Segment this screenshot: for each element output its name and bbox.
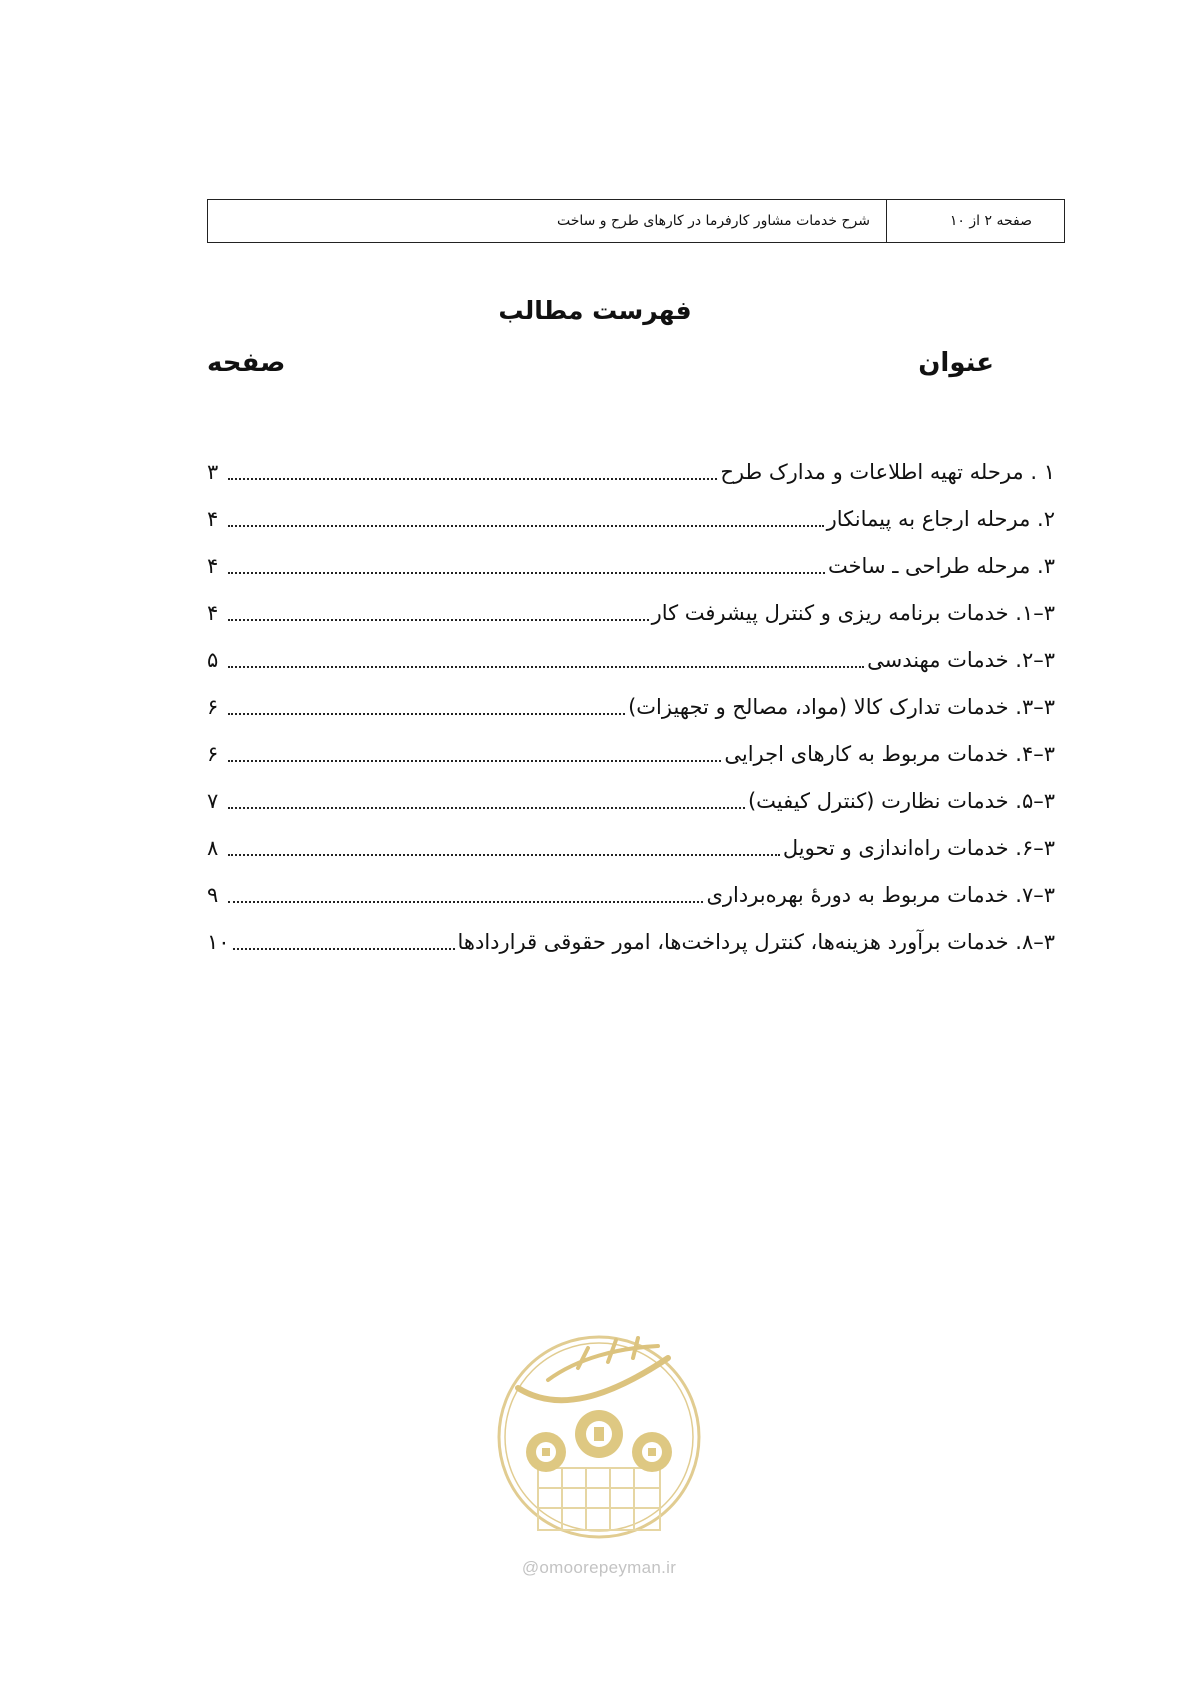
toc-entry-page-number: ۷ [207, 788, 219, 813]
toc-dot-leader [228, 478, 717, 480]
header-document-title: شرح خدمات مشاور کارفرما در کارهای طرح و ساخت [556, 213, 870, 229]
toc-entry-label: ۳. مرحله طراحی ـ ساخت [827, 553, 1055, 578]
toc-dot-leader [228, 619, 649, 621]
watermark-logo [488, 1318, 710, 1580]
toc-dot-leader [228, 525, 824, 527]
toc-entry-label: ۳–۸. خدمات برآورد هزینه‌ها، کنترل پرداخت‌ها، امور حقوقی قراردادها [457, 929, 1055, 954]
toc-entry-page-number: ۵ [207, 647, 219, 672]
toc-entry-page-number: ۶ [207, 694, 219, 719]
toc-entry-label: ۱ . مرحله تهیه اطلاعات و مدارک طرح [720, 459, 1055, 484]
toc-entry[interactable] [207, 448, 1055, 495]
toc-entry[interactable] [207, 871, 1055, 918]
toc-entry[interactable] [207, 683, 1055, 730]
toc-entry-label: ۳–۷. خدمات مربوط به دورهٔ بهره‌برداری [706, 882, 1055, 907]
toc-title: فهرست مطالب [498, 296, 692, 325]
toc-dot-leader [228, 572, 825, 574]
toc-entry-page-number: ۴ [207, 506, 219, 531]
toc-entry-label: ۳–۴. خدمات مربوط به کارهای اجرایی [724, 741, 1055, 766]
toc-entry-label: ۳–۶. خدمات راه‌اندازی و تحویل [782, 835, 1055, 860]
toc-dot-leader [228, 713, 625, 715]
toc-entry-page-number: ۶ [207, 741, 219, 766]
watermark-url: @omoorepeyman.ir [521, 1558, 677, 1577]
toc-entry-label: ۳–۱. خدمات برنامه ریزی و کنترل پیشرفت کار [651, 600, 1055, 625]
toc-entry-label: ۳–۳. خدمات تدارک کالا (مواد، مصالح و تجهیزات) [628, 694, 1055, 719]
toc-entry-page-number: ۱۰ [207, 929, 230, 954]
toc-entry-page-number: ۴ [207, 553, 219, 578]
toc-dot-leader [228, 901, 703, 903]
toc-entry-label: ۳–۲. خدمات مهندسی [867, 647, 1055, 672]
toc-dot-leader [228, 760, 721, 762]
watermark-emblem-icon [488, 1318, 710, 1556]
toc-entry[interactable] [207, 824, 1055, 871]
toc-entry[interactable] [207, 636, 1055, 683]
toc-list [207, 448, 1055, 965]
toc-dot-leader [233, 948, 455, 950]
toc-entry[interactable] [207, 918, 1055, 965]
toc-entry[interactable] [207, 730, 1055, 777]
toc-entry[interactable] [207, 495, 1055, 542]
toc-entry-page-number: ۳ [207, 459, 219, 484]
header-table [207, 199, 1065, 243]
toc-entry-page-number: ۸ [207, 835, 219, 860]
toc-column-page-heading: صفحه [207, 348, 286, 378]
toc-dot-leader [228, 666, 864, 668]
toc-dot-leader [228, 854, 780, 856]
header-page-number: صفحه ۲ از ۱۰ [886, 200, 1064, 242]
toc-entry-label: ۲. مرحله ارجاع به پیمانکار [826, 506, 1055, 531]
toc-entry[interactable] [207, 777, 1055, 824]
toc-entry[interactable] [207, 589, 1055, 636]
toc-dot-leader [228, 807, 745, 809]
toc-entry-page-number: ۴ [207, 600, 219, 625]
toc-entry-page-number: ۹ [207, 882, 219, 907]
toc-entry-label: ۳–۵. خدمات نظارت (کنترل کیفیت) [747, 788, 1055, 813]
toc-entry[interactable] [207, 542, 1055, 589]
toc-column-title-heading: عنوان [918, 348, 994, 378]
